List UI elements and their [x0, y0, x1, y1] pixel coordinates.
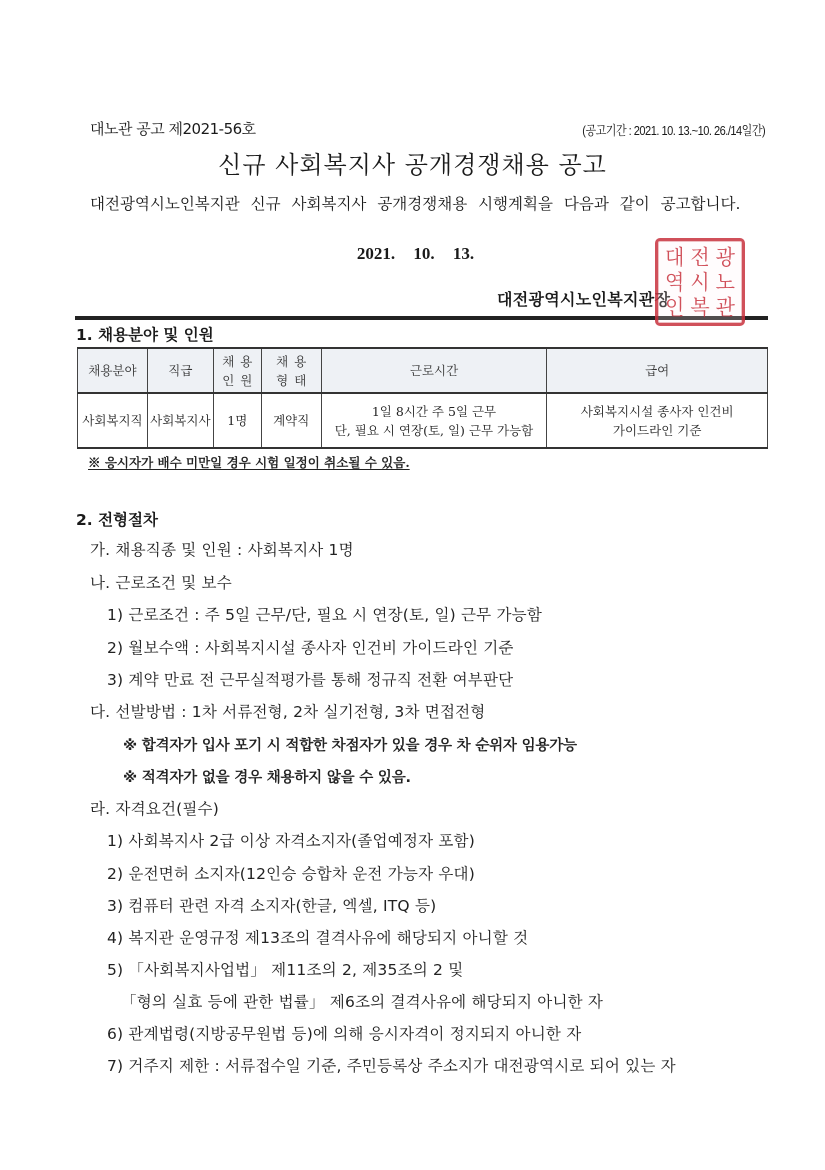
seal-char: 관 — [715, 294, 735, 320]
item-ra-3: 3) 컴퓨터 관련 자격 소지자(한글, 엑셀, ITQ 등) — [107, 897, 437, 915]
item-ga: 가. 채용직종 및 인원 : 사회복지사 1명 — [90, 541, 354, 559]
header-headcount: 채용 인원 — [213, 348, 261, 393]
seal-characters — [662, 245, 738, 319]
table-header-row — [78, 348, 768, 393]
cell-field: 사회복지직 — [78, 393, 148, 448]
document-title: 신규 사회복지사 공개경쟁채용 공고 — [218, 151, 607, 179]
header-working-hours: 근로시간 — [321, 348, 547, 393]
cell-employment-type: 계약직 — [261, 393, 321, 448]
seal-char: 대 — [665, 244, 685, 270]
seal-char: 광 — [715, 244, 735, 270]
notice-period: (공고기간 : 2021. 10. 13.~10. 26./14일간) — [582, 123, 765, 138]
intro-paragraph: 대전광역시노인복지관 신규 사회복지사 공개경쟁채용 시행계획을 다음과 같이 공고합니다. — [90, 195, 741, 213]
cell-headcount: 1명 — [213, 393, 261, 448]
cell-salary: 사회복지시설 종사자 인건비 가이드라인 기준 — [547, 393, 768, 448]
item-ra-5: 5) 「사회복지사업법」 제11조의 2, 제35조의 2 및 — [107, 961, 464, 979]
item-da-note-2: ※ 적격자가 없을 경우 채용하지 않을 수 있음. — [123, 770, 411, 786]
item-ra: 라. 자격요건(필수) — [90, 800, 219, 818]
section-1-heading: 1. 채용분야 및 인원 — [76, 326, 214, 344]
official-seal-stamp — [655, 238, 745, 326]
seal-char: 인 — [665, 294, 685, 320]
header-salary: 급여 — [547, 348, 768, 393]
item-da: 다. 선발방법 : 1차 서류전형, 2차 실기전형, 3차 면접전형 — [90, 703, 486, 721]
item-na-2: 2) 월보수액 : 사회복지시설 종사자 인건비 가이드라인 기준 — [107, 639, 514, 657]
seal-char: 시 — [690, 269, 710, 295]
item-ra-6: 6) 관계법령(지방공무원법 등)에 의해 응시자격이 정지되지 아니한 자 — [107, 1025, 582, 1043]
cell-rank: 사회복지사 — [147, 393, 213, 448]
cell-working-hours: 1일 8시간 주 5일 근무 단, 필요 시 연장(토, 일) 근무 가능함 — [321, 393, 547, 448]
recruitment-table — [77, 347, 768, 449]
table-row — [78, 393, 768, 448]
seal-char: 전 — [690, 244, 710, 270]
issue-date: 2021. 10. 13. — [356, 244, 475, 263]
item-na: 나. 근로조건 및 보수 — [90, 574, 232, 592]
document-number: 대노관 공고 제2021-56호 — [90, 120, 256, 138]
header-employment-type: 채용 형태 — [261, 348, 321, 393]
section-2-heading: 2. 전형절차 — [76, 511, 158, 529]
header-field: 채용분야 — [78, 348, 148, 393]
seal-char: 역 — [665, 269, 685, 295]
item-da-note-1: ※ 합격자가 입사 포기 시 적합한 차점자가 있을 경우 차 순위자 임용가능 — [123, 738, 577, 754]
item-ra-2: 2) 운전면허 소지자(12인승 승합차 운전 가능자 우대) — [107, 865, 475, 883]
seal-char: 노 — [715, 269, 735, 295]
item-na-1: 1) 근로조건 : 주 5일 근무/단, 필요 시 연장(토, 일) 근무 가능함 — [107, 606, 542, 624]
issuer-name: 대전광역시노인복지관장 — [497, 290, 671, 309]
item-ra-7: 7) 거주지 제한 : 서류접수일 기준, 주민등록상 주소지가 대전광역시로 되어 있는 자 — [107, 1057, 676, 1075]
header-rank: 직급 — [147, 348, 213, 393]
seal-char: 복 — [690, 294, 710, 320]
item-ra-1: 1) 사회복지사 2급 이상 자격소지자(졸업예정자 포함) — [107, 832, 475, 850]
item-na-3: 3) 계약 만료 전 근무실적평가를 통해 정규직 전환 여부판단 — [107, 671, 514, 689]
table-footnote: ※ 응시자가 배수 미만일 경우 시험 일정이 취소될 수 있음. — [88, 455, 410, 470]
item-ra-5-cont: 「형의 실효 등에 관한 법률」 제6조의 결격사유에 해당되지 아니한 자 — [121, 993, 604, 1011]
item-ra-4: 4) 복지관 운영규정 제13조의 결격사유에 해당되지 아니할 것 — [107, 929, 529, 947]
